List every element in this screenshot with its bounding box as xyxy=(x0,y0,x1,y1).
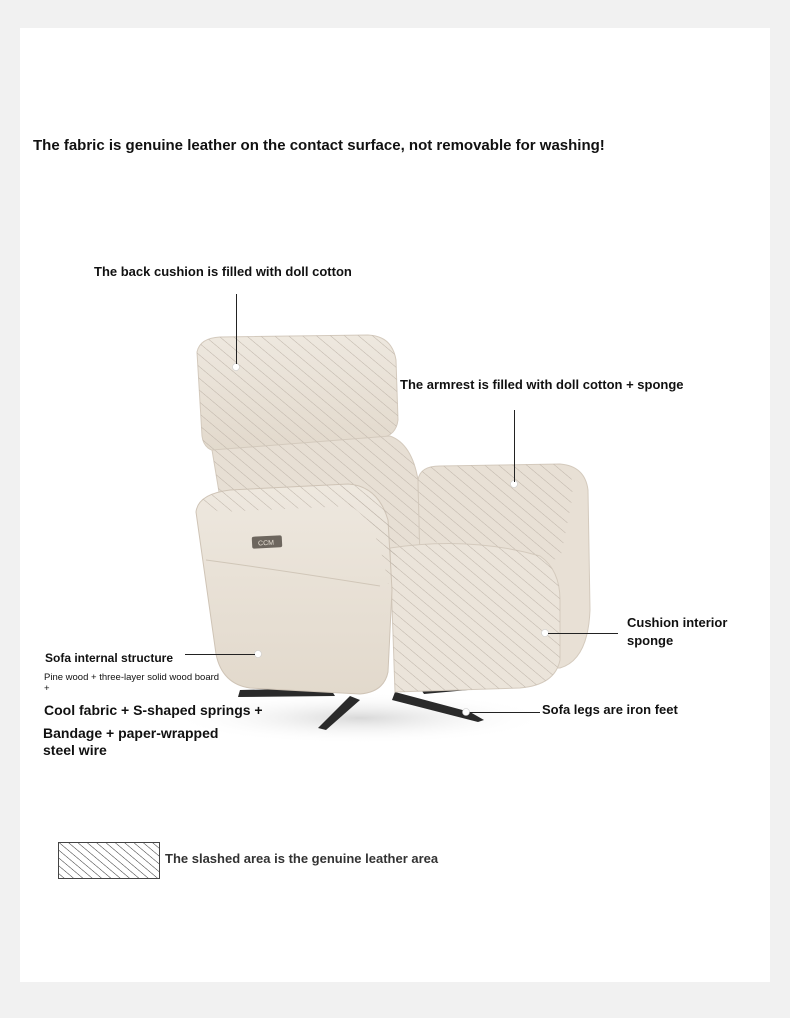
internal-structure-leader xyxy=(185,654,255,655)
internal-structure-line-1: Cool fabric + S-shaped springs + xyxy=(44,702,263,718)
armrest-label: The armrest is filled with doll cotton + sponge xyxy=(400,377,684,392)
legs-label: Sofa legs are iron feet xyxy=(542,702,678,717)
cushion-interior-leader xyxy=(548,633,618,634)
cushion-interior-label-1: Cushion interior xyxy=(627,615,728,630)
internal-structure-sub-1: Pine wood + three-layer solid wood board xyxy=(44,672,220,683)
armrest-leader xyxy=(514,410,515,482)
legend-text: The slashed area is the genuine leather area xyxy=(165,851,439,866)
legs-leader xyxy=(470,712,540,713)
internal-structure-line-2: Bandage + paper-wrapped xyxy=(43,725,219,741)
brand-badge-text: CCM xyxy=(257,539,275,548)
hatch-swatch xyxy=(58,842,160,879)
internal-structure-sub-2: + xyxy=(44,683,50,694)
back-cushion-label: The back cushion is filled with doll cotton xyxy=(94,264,352,279)
leather-note: The fabric is genuine leather on the contact surface, not removable for washing! xyxy=(33,137,605,154)
internal-structure-title: Sofa internal structure xyxy=(45,651,174,665)
back-cushion-leader xyxy=(236,294,237,364)
internal-structure-line-3: steel wire xyxy=(43,742,107,758)
cushion-interior-label-2: sponge xyxy=(627,633,674,648)
